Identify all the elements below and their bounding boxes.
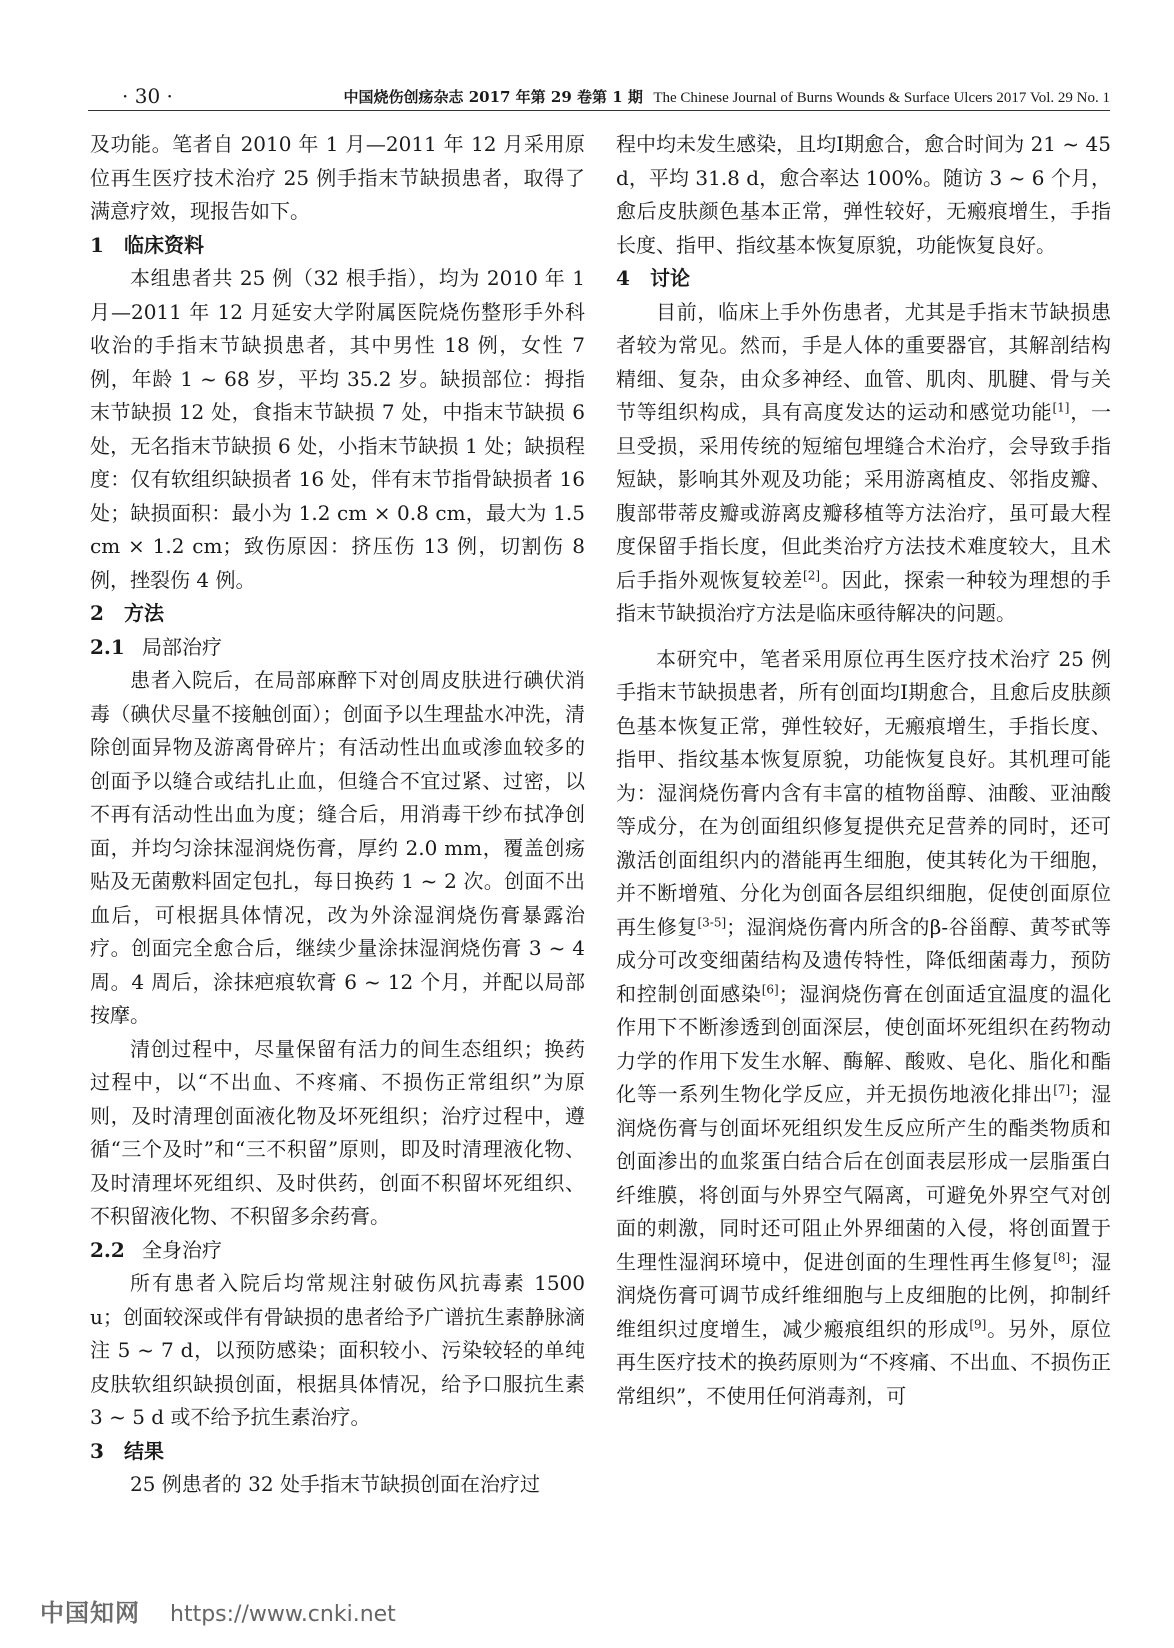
citation: [1] — [1052, 400, 1070, 415]
citation: [8] — [1053, 1249, 1071, 1264]
paragraph: 程中均未发生感染，且均Ⅰ期愈合，愈合时间为 21 ~ 45 d，平均 31.8 d，愈合率达 100%。随访 3 ~ 6 个月，愈后皮肤颜色基本正常，弹性较好，无瘢痕增生，手指长度、指甲、指纹基本恢复原貌，功能恢复良好。 — [616, 132, 1111, 257]
text-run: 。另外，原位再生医疗技术的换药原则为“不疼痛、不出血、不损伤正常组织”，不使用任何消毒剂，可 — [616, 1316, 1112, 1408]
section-3-heading — [90, 1435, 585, 1469]
paragraph: 25 例患者的 32 处手指末节缺损创面在治疗过 — [130, 1472, 540, 1496]
journal-title-cn: 中国烧伤创疡杂志 2017 年第 29 卷第 1 期 — [343, 88, 643, 106]
page-number: · 30 · — [122, 84, 173, 108]
journal-running-title — [343, 86, 1110, 107]
section-number: 3 — [90, 1438, 104, 1463]
section-number: 4 — [616, 266, 630, 290]
text-run: 本研究中，笔者采用原位再生医疗技术治疗 25 例手指末节缺损患者，所有创面均Ⅰ期愈合，且愈后皮肤颜色基本恢复正常，弹性较好，无瘢痕增生，手指长度、指甲、指纹基本恢复原貌，功能恢复良好。其机理可能为：湿润烧伤膏内含有丰富的植物甾醇、油酸、亚油酸等成分，在为创面组织修复提供充足营养的同时，还可激活创面组织内的潜能再生细胞，使其转化为干细胞，并不断增殖、分化为创面各层组织细胞，促使创面原位再生修复 — [616, 646, 1111, 939]
section-number: 1 — [90, 232, 104, 257]
subsection-title: 全身治疗 — [142, 1237, 222, 1262]
section-title: 讨论 — [650, 266, 690, 290]
citation: [7] — [1053, 1082, 1071, 1097]
text-run: ；湿润烧伤膏与创面坏死组织发生反应所产生的酯类物质和创面渗出的血浆蛋白结合后在创面表层形成一层脂蛋白纤维膜，将创面与外界空气隔离，可避免外界空气对创面的刺激，同时还可阻止外界细菌的入侵，将创面置于生理性湿润环境中，促进创面的生理性再生修复 — [616, 1082, 1112, 1274]
section-1-heading — [90, 229, 585, 263]
paragraph: 本组患者共 25 例（32 根手指），均为 2010 年 1 月—2011 年 12 月延安大学附属医院烧伤整形手外科收治的手指末节缺损患者，其中男性 18 例，女性 7 例，年龄 1 ~ 68 岁，平均 35.2 岁。缺损部位：拇指末节缺损 12 处，食指末节缺损 7 处，中指末节缺损 6 处，无名指末节缺损 6 处，小指末节缺损 1 处；缺损程度：仅有软组织缺损者 16 处，伴有末节指骨缺损者 16 处；缺损面积：最小为 1.2 cm × 0.8 cm，最大为 1.5 cm × 1.2 cm；致伤原因：挤压伤 13 例，切割伤 8 例，挫裂伤 4 例。 — [90, 266, 585, 592]
left-column — [90, 128, 585, 1502]
paragraph: 患者入院后，在局部麻醉下对创周皮肤进行碘伏消毒（碘伏尽量不接触创面）；创面予以生理盐水冲洗，清除创面异物及游离骨碎片；有活动性出血或渗血较多的创面予以缝合或结扎止血，但缝合不宜过紧、过密，以不再有活动性出血为度；缝合后，用消毒干纱布拭净创面，并均匀涂抹湿润烧伤膏，厚约 2.0 mm，覆盖创疡贴及无菌敷料固定包扎，每日换药 1 ~ 2 次。创面不出血后，可根据具体情况，改为外涂湿润烧伤膏暴露治疗。创面完全愈合后，继续少量涂抹湿润烧伤膏 3 ~ 4 周。4 周后，涂抹疤痕软膏 6 ~ 12 个月，并配以局部按摩。 — [90, 668, 585, 1027]
section-number: 2 — [90, 601, 104, 625]
paragraph — [616, 643, 1111, 1414]
citation: [3-5] — [697, 914, 727, 929]
paragraph-gap — [616, 631, 1111, 643]
section-title: 临床资料 — [124, 232, 204, 257]
running-header — [88, 82, 1110, 112]
journal-title-en: The Chinese Journal of Burns Wounds & Surface Ulcers 2017 Vol. 29 No. 1 — [653, 90, 1110, 106]
text-run: 目前，临床上手外伤患者，尤其是手指末节缺损患者较为常见。然而，手是人体的重要器官，其解剖结构精细、复杂，由众多神经、血管、肌肉、肌腱、骨与关节等组织构成，具有高度发达的运动和感觉功能 — [616, 299, 1111, 424]
subsection-number: 2.2 — [90, 1237, 125, 1262]
intro-paragraph: 及功能。笔者自 2010 年 1 月—2011 年 12 月采用原位再生医疗技术治疗 25 例手指末节缺损患者，取得了满意疗效，现报告如下。 — [90, 132, 585, 223]
subsection-2-1-heading — [90, 631, 585, 665]
paragraph: 清创过程中，尽量保留有活力的间生态组织；换药过程中，以“不出血、不疼痛、不损伤正常组织”为原则，及时清理创面液化物及坏死组织；治疗过程中，遵循“三个及时”和“三不积留”原则，即及时清理液化物、及时清理坏死组织、及时供药，创面不积留坏死组织、不积留液化物、不积留多余药膏。 — [90, 1036, 585, 1228]
section-4-heading — [616, 262, 1111, 296]
section-title: 结果 — [124, 1438, 164, 1463]
paragraph: 所有患者入院后均常规注射破伤风抗毒素 1500 u；创面较深或伴有骨缺损的患者给予广谱抗生素静脉滴注 5 ~ 7 d，以预防感染；面积较小、污染较轻的单纯皮肤软组织缺损创面，根据具体情况，给予口服抗生素 3 ~ 5 d 或不给予抗生素治疗。 — [90, 1271, 585, 1429]
header-rule — [88, 110, 1110, 111]
cnki-url[interactable]: https://www.cnki.net — [170, 1602, 396, 1627]
paragraph — [616, 296, 1111, 631]
cnki-logo: 中国知网 — [40, 1599, 140, 1627]
text-run: 。因此，探索一种较为理想的手指末节缺损治疗方法是临床亟待解决的问题。 — [616, 567, 1112, 625]
subsection-number: 2.1 — [90, 634, 125, 659]
citation: [9] — [969, 1316, 987, 1331]
text-run: ；湿润烧伤膏可调节成纤维细胞与上皮细胞的比例，抑制纤维组织过度增生，减少瘢痕组织的形成 — [616, 1249, 1112, 1341]
section-title: 方法 — [124, 601, 164, 625]
citation: [6] — [761, 981, 779, 996]
cnki-watermark — [40, 1593, 396, 1633]
text-run: ，一旦受损，采用传统的短缩包埋缝合术治疗，会导致手指短缺，影响其外观及功能；采用游离植皮、邻指皮瓣、腹部带蒂皮瓣或游离皮瓣移植等方法治疗，虽可最大程度保留手指长度，但此类治疗方法技术难度较大，且术后手指外观恢复较差 — [616, 400, 1112, 592]
section-2-heading — [90, 597, 585, 631]
subsection-2-2-heading — [90, 1234, 585, 1268]
text-run: ；湿润烧伤膏内所含的β-谷甾醇、黄芩甙等成分可改变细菌结构及遗传特性，降低细菌毒力，预防和控制创面感染 — [616, 914, 1111, 1006]
text-run: ；湿润烧伤膏在创面适宜温度的温化作用下不断渗透到创面深层，使创面坏死组织在药物动力学的作用下发生水解、酶解、酸败、皂化、脂化和酯化等一系列生物化学反应，并无损伤地液化排出 — [616, 981, 1112, 1106]
subsection-title: 局部治疗 — [142, 634, 222, 659]
citation: [2] — [803, 567, 821, 582]
right-column — [616, 128, 1111, 1413]
